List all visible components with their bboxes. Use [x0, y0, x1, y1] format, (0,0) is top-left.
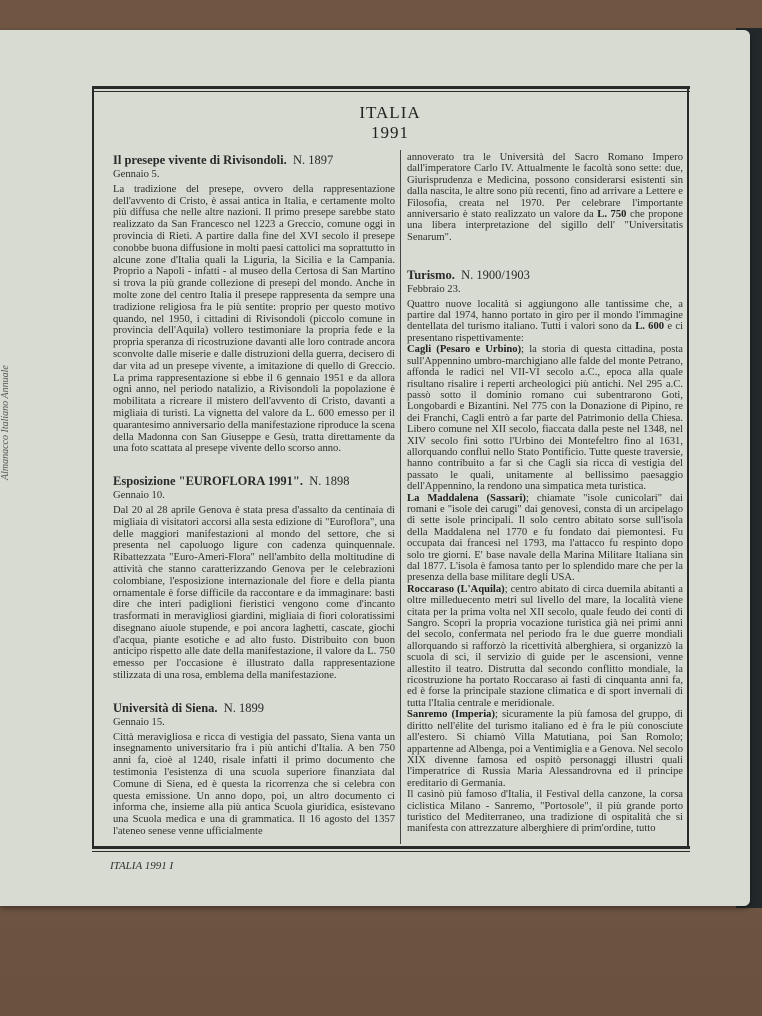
place-entry [407, 709, 683, 789]
section-body: Città meravigliosa e ricca di vestigia del passato, Siena vanta un insegnamento universitario fra i più antichi d'Italia. A ben 750 anni fa, cioè al 1240, risale infatti il primo documento che testimonia l'esistenza di una scuola superiore finanziata dal Comune di Siena, ed è questa la ricorrenza che si celebra con questa emissione. Un anno dopo, poi, un altro documento ci informa che, insieme alla più antica Scuola giuridica, esistevano una Scuola medica e una di grammatica. Il 16 agosto del 1357 l'ateneo senese venne ufficialmente [113, 731, 395, 838]
section-intro [407, 299, 683, 345]
stamp-value: L. 600 [635, 321, 665, 333]
closing-paragraph: Il casinò più famoso d'Italia, il Festival della canzone, la corsa ciclistica Milano - Sanremo, "Portosole", il più grande porto turistico del Mediterraneo, una tradizione di ospitalità che si manifesta con attrezzature alberghiere di prim'ordine, tutto [407, 789, 683, 835]
spine-text [0, 360, 12, 600]
issue-date: Febbraio 23. [407, 284, 461, 296]
place-name: Sanremo (Imperia) [407, 709, 495, 721]
section-title: Il presepe vivente di Rivisondoli. [113, 153, 287, 167]
body-text: annoverato tra le Università del Sacro Romano Impero dall'imperatore Carlo IV. Attualmente le facoltà sono sette: due, Giurisprudenza e Medicina, possono considerarsi esistenti sin dalla nascita, le altre sono più recenti, fino ad arrivare a Lettere e Filosofia, creata nel 1970. Per celebrare l'importante anniversario è stato realizzato un valore da [407, 152, 683, 221]
frame-right-rule [687, 89, 689, 849]
section-body: La tradizione del presepe, ovvero della rappresentazione dell'avvento di Cristo, è assai antica in Italia, e certamente molto più diffusa che nelle altre nazioni. Il primo presepe sarebbe stato realizzato da San Francesco nel 1223 a Greccio, comune oggi in provincia di Rieti. A partire dalla fine del XVI secolo il presepe conobbe buona diffusione in molti paesi cattolici ma soprattutto in alcune zone d'Italia quali la Liguria, la Sicilia e la Campania. Proprio a Napoli - infatti - al museo della Certosa di San Martino si trova la più grande collezione di presepi del mondo. Anche in molte zone del centro Italia il presepe rappresenta da sempre una tradizione religiosa fra le più sentite: proprio per questo motivo quando, nel 1950, i cittadini di Rivisondoli (piccolo comune in provincia dell'Aquila) vollero testimoniare la propria fede e la propria speranza di ricostruzione davanti alle loro contrade ancora sconvolte dalle miserie e dalle distruzioni della guerra, decisero di dar vita ad un presepe vivente, a imitazione di quello di Greccio. La prima rappresentazione si ebbe il 6 gennaio 1951 e da allora ogni anno, nel periodo natalizio, a Rivisondoli la popolazione è mobilitata a ricreare il mistero dell'avvento di Cristo, davanti a migliaia di turisti. La vignetta del valore da L. 600 emesso per il quarantesimo anniversario della manifestazione riproduce la scena della Madonna con San Giuseppe e Gesù, tratta direttamente da una foto scattata al presepe vivente dello scorso anno. [113, 183, 395, 455]
frame-top-rule-thin [92, 91, 690, 92]
place-text: ; centro abitato di circa duemila abitanti a oltre milleduecento metri sul livello del mare, la località viene citata per la prima volta nel XII secolo, quale feudo dei conti di Sangro. Scoprì la propria vocazione turistica già nei primi anni del secolo, confermata nel periodo fra le due guerre mondiali allorquando si rafforzò la ricettività alberghiera, si organizzò la scuola di sci, il servizio di guide per le ascensioni, venne allestito il teatro. Distrutta dal secondo conflitto mondiale, la ricostruzione ha portato Roccaraso ai fasti di cinquanta anni fa, ed è forse la principale stazione climatica e di sport invernali di tutta l'Italia centrale e meridionale. [407, 583, 683, 709]
frame-left-rule [92, 89, 94, 849]
section-heading [113, 473, 395, 489]
section-heading [113, 152, 395, 168]
section-title: Università di Siena. [113, 700, 218, 715]
section-euroflora [113, 473, 395, 682]
stamp-number: N. 1898 [309, 474, 350, 489]
place-text: ; la storia di questa cittadina, posta sull'Appennino umbro-marchigiano alle falde del monte Petrano, affonda le radici nel VII-VI secolo a.C., epoca alla quale risultano risalire i reperti archeologici più antichi. Nel 295 a.C. passò sotto il dominio romano cui subentrarono Goti, Longobardi e Bizantini. Nel 775 con la Donazione di Pipino, re dei Franchi, Cagli entrò a far parte del Patrimonio della Chiesa. Libero comune nel XII secolo, fiaccata dalla peste nel 1348, nel XIV secolo finì sotto l'Urbino dei Montefeltro fino al 1631, allorquando confluì nello Stato Pontificio. Tutte queste traversie, hanno contribuito a far sì che Cagli sia ricca di vestigia del passato le quali, unitamente al bellissimo paesaggio dell'Appennino, la rendono una simpatica meta turistica. [407, 344, 683, 493]
frame-bottom-rule-thin [92, 851, 690, 852]
place-text: ; sicuramente la più famosa del gruppo, di diritto nell'élite del turismo italiano ed è fra le più conosciute all'estero. Si chiamò Villa Matutiana, poi San Romolo; appartenne ad Albenga, poi a Ventimiglia e a Genova. Nel secolo XIX divenne famosa ed ospitò personaggi illustri quali l'imperatrice di Russia Maria Alessandrovna ed il principe ereditario di Germania. [407, 709, 683, 789]
body-text: Quattro nuove località si aggiungono alle tantissime che, a partire dal 1974, hanno portato in giro per il mondo l'immagine dentellata del turismo italiano. Tutti i valori sono da [407, 298, 683, 333]
page-title-year: 1991 [371, 123, 409, 142]
spine-label: Almanacco Italiano Annuale [0, 365, 11, 480]
issue-date: Gennaio 15. [113, 716, 165, 728]
column-divider [400, 150, 401, 844]
stamp-number: N. 1897 [293, 153, 334, 167]
page-footer: ITALIA 1991 I [110, 860, 174, 872]
section-presepe [113, 152, 395, 455]
stamp-number: N. 1899 [223, 700, 265, 715]
section-title: Esposizione "EUROFLORA 1991". [113, 474, 303, 489]
section-turismo [407, 267, 683, 835]
place-name: Cagli (Pesaro e Urbino) [407, 344, 522, 356]
left-column [113, 152, 395, 838]
body-text: e ci presentano rispettivamente: [407, 321, 683, 344]
place-entry [407, 493, 683, 584]
issue-date: Gennaio 5. [113, 169, 160, 180]
place-entry [407, 584, 683, 709]
place-name: Roccaraso (L'Aquila) [407, 583, 505, 595]
right-column [407, 152, 683, 835]
section-title: Turismo. [407, 268, 455, 283]
section-heading [113, 700, 395, 716]
page-title-country: ITALIA [359, 103, 421, 122]
place-name: La Maddalena (Sassari) [407, 492, 526, 504]
stamp-number: N. 1900/1903 [461, 268, 530, 283]
place-entry [407, 344, 683, 492]
stamp-value: L. 750 [597, 209, 627, 221]
section-body-continued [407, 152, 683, 243]
issue-date: Gennaio 10. [113, 490, 165, 502]
section-body: Dal 20 al 28 aprile Genova è stata presa d'assalto da centinaia di migliaia di visitatori accorsi alla sesta edizione di "Euroflora", una delle maggiori manifestazioni al mondo del settore, che si presenta nel capoluogo ligure con cadenza quinquennale. Ribattezzata "Euro-Ameri-Flora" nell'ambito della moltitudine di attività che stanno caratterizzando Genova per le celebrazioni colombiane, l'esposizione internazionale del fiore e della pianta ornamentale è forse difficile da raccontare e da immaginare: basti dire che interi padiglioni fieristici vengono come d'incanto trasformati in meravigliosi giardini, migliaia di fiori coloratissimi disegnano aiuole stupende, e poi ancora laghetti, cascate, giochi d'acqua, piante esotiche e ad alto fusto. Distribuito con buon anticipo rispetto alle date della manifestazione, il valore da L. 750 emesso per l'occasione è illustrato dalla rappresentazione stilizzata di una rosa, emblema della manifestazione. [113, 504, 395, 682]
section-siena-continued [407, 152, 683, 243]
body-text: che propone una libera interpretazione del sigillo dell' "Universitatis Senarum". [407, 209, 683, 243]
section-siena [113, 700, 395, 838]
place-text: ; chiamate "isole cunicolari" dai romani e "isole dei carugi" dai genovesi, consta di un arcipelago di sette isole principali. Il solo centro abitato sorse sull'isola della Maddalena nel 1770 e fu fondato dai piemontesi. Fu occupata dai francesi nel 1793, ma l'attacco fu respinto dopo solo tre giorni. E' base navale della Marina Militare Italiana sin dal 1877. L'isola è famosa tanto per lo splendido mare che per la presenza della base militare degli USA. [407, 492, 683, 584]
frame-bottom-rule [92, 846, 690, 849]
section-heading [407, 267, 683, 283]
frame-top-rule [92, 86, 690, 89]
